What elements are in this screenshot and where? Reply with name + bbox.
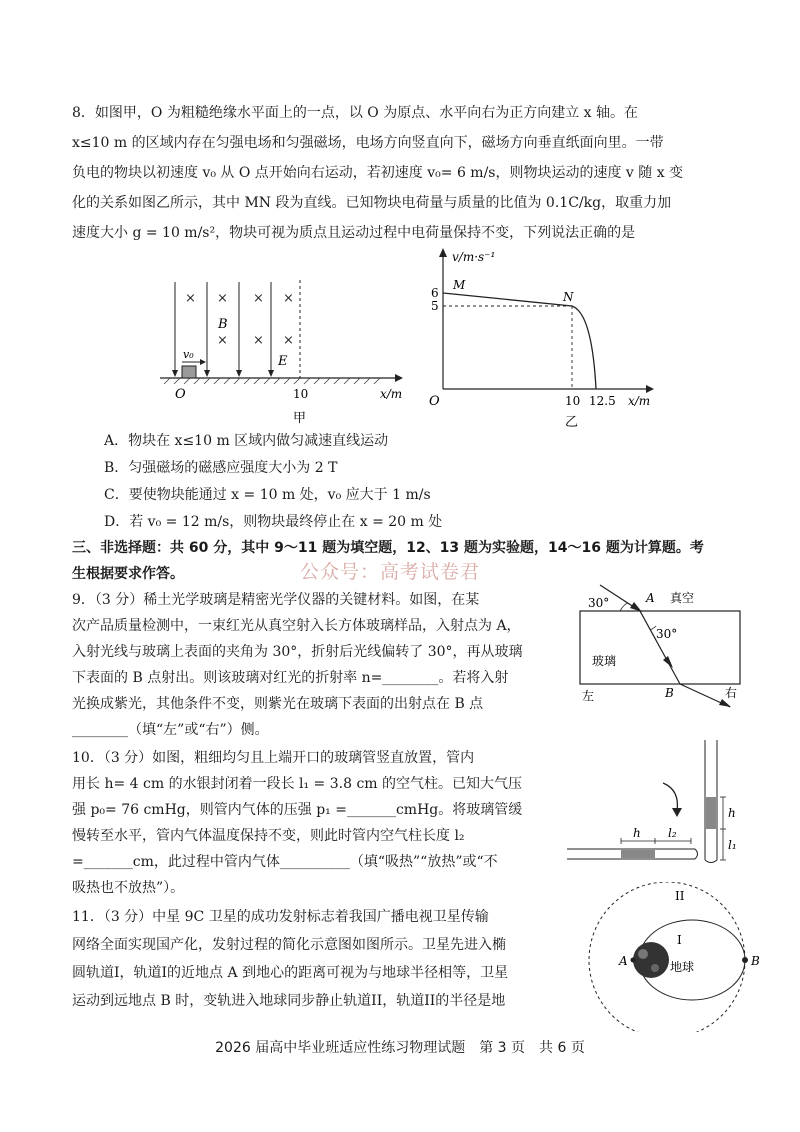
caption-jia: 甲 bbox=[293, 411, 307, 426]
yi-label-xm: x/m bbox=[628, 394, 651, 408]
label-6: 6 bbox=[431, 286, 439, 300]
svg-text:×: × bbox=[253, 291, 264, 306]
page-footer: 2026 届高中毕业班适应性练习物理试题 第 3 页 共 6 页 bbox=[215, 1040, 585, 1056]
section3-line-1: 三、非选择题：共 60 分，其中 9～11 题为填空题，12、13 题为实验题，14～16 题为计算题。考 bbox=[72, 540, 704, 556]
segment-MN bbox=[443, 293, 572, 306]
q11-label-A: A bbox=[619, 954, 628, 968]
q9-label-left: 左 bbox=[582, 689, 595, 703]
label-5: 5 bbox=[431, 299, 439, 313]
q8-line-2: x≤10 m 的区域内存在匀强电场和匀强磁场，电场方向竖直向下，磁场方向垂直纸面向里。一带 bbox=[72, 135, 664, 151]
figure-q9 bbox=[570, 580, 770, 710]
figure-q11 bbox=[575, 882, 775, 1032]
q8-line-5: 速度大小 g = 10 m/s²，物块可视为质点且运动过程中电荷量保持不变，下列说法正确的是 bbox=[72, 225, 636, 241]
vertical-mercury bbox=[706, 797, 716, 829]
yi-label-12-5: 12.5 bbox=[589, 394, 616, 408]
section3-line-2: 生根据要求作答。 bbox=[72, 566, 184, 582]
q11-label-earth: 地球 bbox=[670, 960, 695, 974]
q10-line-2: 用长 h= 4 cm 的水银封闭着一段长 l₁ = 3.8 cm 的空气柱。已知大气压 bbox=[72, 776, 523, 792]
q9-line-5: 光换成紫光，其他条件不变，则紫光在玻璃下表面的出射点在 B 点 bbox=[72, 696, 484, 712]
figure-yi bbox=[420, 243, 670, 430]
q8-line-3: 负电的物块以初速度 v₀ 从 O 点开始向右运动，若初速度 v₀= 6 m/s，则物块运动的速度 v 随 x 变 bbox=[72, 165, 684, 181]
earth bbox=[633, 942, 669, 978]
horizontal-mercury bbox=[621, 850, 655, 858]
label-M: M bbox=[453, 278, 466, 292]
q10-label-h2: h bbox=[633, 826, 641, 840]
svg-text:×: × bbox=[185, 291, 196, 306]
figure-jia bbox=[150, 270, 410, 430]
caption-yi: 乙 bbox=[565, 415, 579, 430]
q8-line-1: 8．如图甲，O 为粗糙绝缘水平面上的一点，以 O 为原点、水平向右为正方向建立 x 轴。在 bbox=[72, 105, 639, 121]
figure-q10 bbox=[565, 735, 745, 870]
q11-line-2: 网络全面实现国产化，发射过程的简化示意图如图所示。卫星先进入椭 bbox=[72, 937, 506, 953]
q9-angle-2: 30° bbox=[656, 627, 678, 641]
q8-line-4: 化的关系如图乙所示，其中 MN 段为直线。已知物块电荷量与质量的比值为 0.1C/kg，取重力加 bbox=[72, 195, 672, 211]
q9-label-vacuum: 真空 bbox=[670, 591, 695, 605]
q9-label-right: 右 bbox=[725, 686, 738, 700]
q10-line-5: =_______cm，此过程中管内气体__________（填“吸热”“放热”或“不 bbox=[72, 854, 498, 870]
label-O: O bbox=[175, 387, 186, 402]
q9-line-3: 入射光线与玻璃上表面的夹角为 30°，折射后光线偏转了 30°，再从玻璃 bbox=[72, 644, 523, 660]
curve-N-end bbox=[572, 306, 596, 389]
q10-line-3: 强 p₀= 76 cmHg，则管内气体的压强 p₁ =_______cmHg。将玻璃管缓 bbox=[72, 802, 523, 818]
q8-option-b: B．匀强磁场的磁感应强度大小为 2 T bbox=[104, 460, 338, 476]
q10-line-4: 慢转至水平，管内气体温度保持不变，则此时管内空气柱长度 l₂ bbox=[72, 828, 465, 844]
q10-line-1: 10．（3 分）如图，粗细均匀且上端开口的玻璃管竖直放置，管内 bbox=[72, 750, 475, 766]
q10-label-h: h bbox=[728, 806, 736, 820]
label-v0: v₀ bbox=[183, 348, 194, 361]
q8-option-d: D．若 v₀ = 12 m/s，则物块最终停止在 x = 20 m 处 bbox=[104, 514, 443, 530]
q9-angle-1: 30° bbox=[588, 596, 610, 610]
q9-line-2: 次产品质量检测中，一束红光从真空射入长方体玻璃样品，入射点为 A， bbox=[72, 618, 521, 634]
label-xm: x/m bbox=[380, 387, 403, 401]
q8-option-a: A．物块在 x≤10 m 区域内做匀减速直线运动 bbox=[104, 433, 389, 449]
q11-line-4: 运动到远地点 B 时，变轨进入地球同步静止轨道II，轨道II的半径是地 bbox=[72, 993, 506, 1009]
yi-ylabel: v/m·s⁻¹ bbox=[452, 250, 496, 264]
block bbox=[182, 366, 196, 378]
q9-label-B: B bbox=[665, 686, 674, 700]
watermark: 公众号：高考试卷君 bbox=[300, 561, 481, 583]
label-E: E bbox=[278, 354, 288, 369]
q11-line-3: 圆轨道I，轨道I的近地点 A 到地心的距离可视为与地球半径相等，卫星 bbox=[72, 965, 509, 981]
q10-label-l2: l₂ bbox=[668, 826, 677, 840]
q9-line-4: 下表面的 B 点射出。则该玻璃对红光的折射率 n=________。若将入射 bbox=[72, 670, 509, 686]
svg-text:×: × bbox=[283, 291, 294, 306]
svg-text:×: × bbox=[217, 291, 228, 306]
label-10: 10 bbox=[293, 387, 309, 401]
yi-label-10: 10 bbox=[565, 394, 581, 408]
svg-text:×: × bbox=[217, 333, 228, 348]
svg-text:×: × bbox=[253, 333, 264, 348]
q10-line-6: 吸热也不放热”）。 bbox=[72, 880, 185, 896]
q9-label-A: A bbox=[646, 591, 655, 605]
q11-line-1: 11．（3 分）中星 9C 卫星的成功发射标志着我国广播电视卫星传输 bbox=[72, 909, 489, 925]
q9-line-6: ________（填“左”或“右”）侧。 bbox=[72, 722, 269, 738]
label-B: B bbox=[218, 317, 228, 332]
q9-line-1: 9．（3 分）稀土光学玻璃是精密光学仪器的关键材料。如图，在某 bbox=[72, 592, 480, 608]
svg-text:×: × bbox=[283, 333, 294, 348]
q9-label-glass: 玻璃 bbox=[592, 654, 617, 668]
q10-label-l1: l₁ bbox=[728, 838, 737, 852]
q11-label-I: I bbox=[677, 933, 682, 947]
yi-label-O: O bbox=[429, 394, 440, 409]
q11-label-B: B bbox=[751, 954, 760, 968]
q8-option-c: C．要使物块能通过 x = 10 m 处，v₀ 应大于 1 m/s bbox=[104, 487, 431, 503]
q11-label-II: II bbox=[675, 889, 685, 903]
label-N: N bbox=[563, 290, 574, 304]
